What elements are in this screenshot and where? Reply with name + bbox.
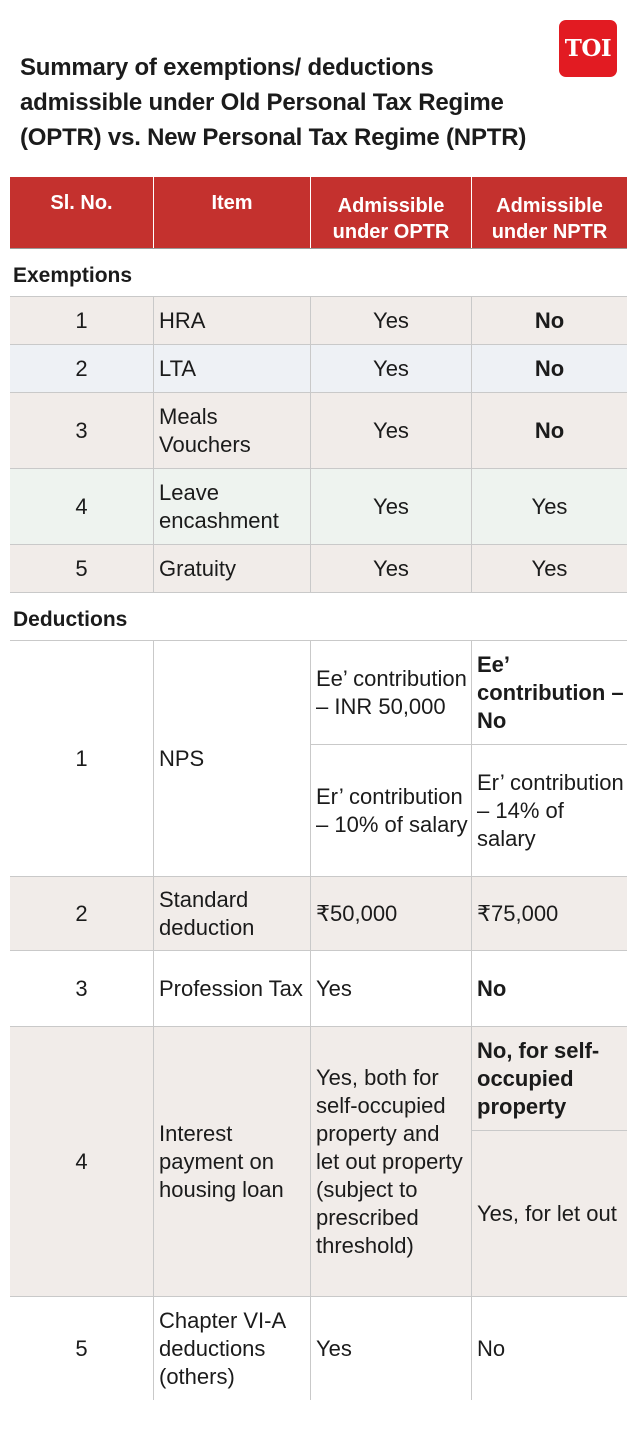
deduction-3-optr: Yes <box>316 975 352 1001</box>
deduction-1-nptr-employer: Er’ contribution – 14% of salary <box>477 769 624 851</box>
exemption-2-sl: 2 <box>75 355 88 381</box>
exemption-2-item: LTA <box>159 355 197 381</box>
deduction-2-item: Standard deduction <box>159 886 255 940</box>
header-optr <box>311 177 471 248</box>
exemption-3-item: Meals Vouchers <box>159 403 251 457</box>
deduction-4-sl: 4 <box>75 1148 88 1174</box>
section-deductions: Deductions <box>13 608 128 631</box>
exemption-5-nptr: Yes <box>531 555 568 581</box>
deduction-1-nptr-employee: Ee’ contribution – No <box>477 651 624 733</box>
deduction-2-nptr: ₹75,000 <box>477 900 559 926</box>
exemption-5-item: Gratuity <box>159 555 237 581</box>
exemption-4-sl: 4 <box>75 493 88 519</box>
deduction-5-optr: Yes <box>316 1335 352 1361</box>
header-item: Item <box>154 177 310 248</box>
deduction-2-optr: ₹50,000 <box>316 900 398 926</box>
header-optr-line1: Admissible <box>337 194 445 217</box>
deduction-5-sl: 5 <box>75 1335 88 1361</box>
header-sl-no: Sl. No. <box>10 177 153 248</box>
exemption-4-nptr: Yes <box>531 493 568 519</box>
exemption-1-nptr: No <box>534 307 565 333</box>
deduction-1-sl: 1 <box>75 745 88 771</box>
exemption-1-item: HRA <box>159 307 206 333</box>
header-nptr-line2: under NPTR <box>491 220 608 243</box>
exemption-4-optr: Yes <box>373 493 409 519</box>
deduction-3-sl: 3 <box>75 975 88 1001</box>
deduction-4-item: Interest payment on housing loan <box>159 1120 284 1202</box>
header-nptr <box>472 177 627 248</box>
exemption-3-sl: 3 <box>75 417 88 443</box>
deduction-4-nptr-self-occupied: No, for self-occupied property <box>477 1037 600 1119</box>
page-title: Summary of exemptions/ deductions admissible under Old Personal Tax Regime (OPTR) vs. New Personal Tax Regime (NPTR) <box>20 54 527 151</box>
deduction-1-optr-employee: Ee’ contribution – INR 50,000 <box>316 665 467 719</box>
exemption-5-optr: Yes <box>373 555 409 581</box>
exemption-3-nptr: No <box>534 417 565 443</box>
header-optr-line2: under OPTR <box>332 220 450 243</box>
deduction-4-optr: Yes, both for self-occupied property and let out property (subject to prescribed threshold) <box>316 1064 463 1258</box>
exemption-2-optr: Yes <box>373 355 409 381</box>
exemption-3-optr: Yes <box>373 417 409 443</box>
exemption-1-sl: 1 <box>75 307 88 333</box>
deduction-3-item: Profession Tax <box>159 975 303 1001</box>
deduction-3-nptr: No <box>477 975 507 1001</box>
deduction-5-item: Chapter VI-A deductions (others) <box>159 1307 285 1389</box>
deduction-1-optr-employer: Er’ contribution – 10% of salary <box>316 783 468 837</box>
deduction-1-item: NPS <box>159 745 205 771</box>
deduction-2-sl: 2 <box>75 900 88 926</box>
toi-logo: TOI <box>559 20 617 77</box>
exemption-4-item: Leave encashment <box>159 479 279 533</box>
exemption-5-sl: 5 <box>75 555 88 581</box>
deduction-4-nptr-let-out: Yes, for let out <box>477 1200 617 1226</box>
header-nptr-line1: Admissible <box>496 194 603 217</box>
section-exemptions: Exemptions <box>13 264 133 287</box>
exemption-2-nptr: No <box>534 355 565 381</box>
exemption-1-optr: Yes <box>373 307 409 333</box>
deduction-5-nptr: No <box>477 1335 506 1361</box>
